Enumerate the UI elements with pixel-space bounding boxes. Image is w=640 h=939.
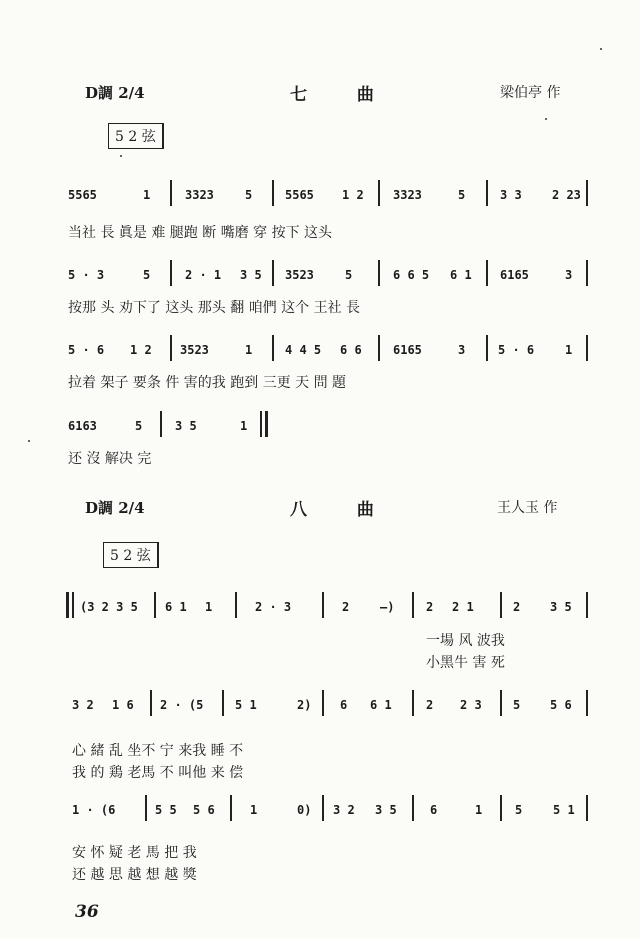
lyrics-verse1: 心 緒 乱 坐不 宁 来我 睡 不: [72, 743, 244, 759]
note-group: 5565: [285, 188, 314, 202]
bar-line: [322, 795, 324, 821]
note-group: 5 · 6: [68, 343, 105, 357]
lyrics-line: 拉着 架子 要条 件 害的我 跑到 三更 天 問 題: [68, 375, 347, 391]
print-speck: [28, 440, 30, 442]
bar-line: [170, 335, 172, 361]
note-group: 2: [342, 600, 350, 614]
bar-line: [170, 180, 172, 206]
note-group: 1 · (6: [72, 803, 116, 817]
bar-line: [322, 690, 324, 716]
note-group: 5: [513, 698, 521, 712]
note-group: 5: [143, 268, 151, 282]
bar-line: [412, 690, 414, 716]
lyrics-verse1: 安 怀 疑 老 馬 把 我: [72, 845, 197, 861]
note-group: 5 1: [235, 698, 257, 712]
note-group: 5: [135, 419, 143, 433]
section1-key-signature: D調 2/4: [85, 84, 145, 102]
bar-line: [586, 260, 588, 286]
lyrics-line: 按那 头 劝下了 这头 那头 翻 咱們 这个 王社 長: [68, 300, 361, 316]
bar-line: [160, 411, 162, 437]
note-group: 1 2: [342, 188, 364, 202]
note-group: 2 · 1: [185, 268, 222, 282]
section1-tuning-box: [108, 123, 164, 149]
bar-line: [500, 690, 502, 716]
note-group: 5 · 6: [498, 343, 535, 357]
note-group: 3523: [285, 268, 314, 282]
note-group: 3 5: [375, 803, 397, 817]
note-group: 2 1: [452, 600, 474, 614]
note-group: 3: [565, 268, 573, 282]
page-number: 36: [75, 902, 99, 922]
note-group: 6 1: [165, 600, 187, 614]
bar-line: [378, 260, 380, 286]
note-group: 6 1: [450, 268, 472, 282]
note-group: 2: [426, 600, 434, 614]
bar-line: [235, 592, 237, 618]
note-group: 2): [297, 698, 312, 712]
bar-line: [230, 795, 232, 821]
note-group: 6 6 5: [393, 268, 430, 282]
note-group: 3 3: [500, 188, 522, 202]
bar-line: [586, 180, 588, 206]
bar-line: [500, 592, 502, 618]
bar-line: [378, 335, 380, 361]
note-group: 2: [513, 600, 521, 614]
note-group: 3: [458, 343, 466, 357]
lyrics-verse2: 小黑牛 害 死: [426, 655, 505, 671]
bar-line: [486, 335, 488, 361]
note-group: 1: [565, 343, 573, 357]
note-group: 5 1: [553, 803, 575, 817]
note-group: 5565: [68, 188, 97, 202]
bar-line: [322, 592, 324, 618]
section1-author: 梁伯亭 作: [500, 85, 561, 101]
note-group: 2 · 3: [255, 600, 292, 614]
section2-tuning-label: 5 2 弦: [110, 548, 151, 564]
note-group: 1: [245, 343, 253, 357]
note-group: 5: [515, 803, 523, 817]
bar-line: [272, 260, 274, 286]
note-group: 3523: [180, 343, 209, 357]
print-speck: [600, 48, 602, 50]
lyrics-verse2: 我 的 鶏 老馬 不 叫他 来 偿: [72, 765, 244, 781]
bar-line: [154, 592, 156, 618]
lyrics-line: 还 沒 解决 完: [68, 451, 152, 467]
bar-line: [260, 411, 262, 437]
note-group: 5 · 3: [68, 268, 105, 282]
bar-line: [586, 795, 588, 821]
note-group: 5 6: [550, 698, 572, 712]
note-group: 3 5: [550, 600, 572, 614]
note-group: 3 5: [240, 268, 262, 282]
note-group: 1: [240, 419, 248, 433]
bar-line: [72, 592, 74, 618]
bar-line: [586, 335, 588, 361]
note-group: 1: [250, 803, 258, 817]
section2-key-signature: D調 2/4: [85, 499, 145, 517]
lyrics-verse1: 一場 风 波我: [426, 633, 505, 649]
note-group: 1: [143, 188, 151, 202]
note-group: 6165: [393, 343, 422, 357]
bar-line: [222, 690, 224, 716]
note-group: 1: [475, 803, 483, 817]
bar-line: [145, 795, 147, 821]
note-group: 5 6: [193, 803, 215, 817]
note-group: 3 2: [72, 698, 94, 712]
note-group: 2 · (5: [160, 698, 204, 712]
bar-line: [272, 180, 274, 206]
section2-author: 王人玉 作: [497, 500, 558, 516]
note-group: 5: [458, 188, 466, 202]
note-group: 1 2: [130, 343, 152, 357]
note-group: 2: [426, 698, 434, 712]
note-group: 6 1: [370, 698, 392, 712]
note-group: 6: [430, 803, 438, 817]
bar-line: [486, 260, 488, 286]
note-group: —): [380, 600, 395, 614]
section1-tuning-label: 5 2 弦: [115, 129, 156, 145]
bar-line: [586, 690, 588, 716]
section2-title: 八 曲: [290, 500, 396, 520]
section2-tuning-box: [103, 542, 159, 568]
bar-line: [412, 592, 414, 618]
note-group: 5: [345, 268, 353, 282]
bar-line: [412, 795, 414, 821]
note-group: 2 23: [552, 188, 581, 202]
bar-line: [150, 690, 152, 716]
repeat-bar-line: [66, 592, 69, 618]
note-group: 3 2: [333, 803, 355, 817]
note-group: 6165: [500, 268, 529, 282]
note-group: 5: [245, 188, 253, 202]
lyrics-verse2: 还 越 思 越 想 越 獎: [72, 867, 197, 883]
note-group: 1 6: [112, 698, 134, 712]
bar-line: [500, 795, 502, 821]
print-speck: [120, 155, 122, 157]
note-group: (3 2 3 5: [80, 600, 138, 614]
note-group: 5 5: [155, 803, 177, 817]
final-bar-line: [265, 411, 268, 437]
note-group: 0): [297, 803, 312, 817]
note-group: 1: [205, 600, 213, 614]
section1-title: 七 曲: [290, 85, 396, 105]
note-group: 6163: [68, 419, 97, 433]
note-group: 6: [340, 698, 348, 712]
bar-line: [378, 180, 380, 206]
note-group: 3323: [393, 188, 422, 202]
bar-line: [586, 592, 588, 618]
note-group: 6 6: [340, 343, 362, 357]
note-group: 4 4 5: [285, 343, 322, 357]
bar-line: [486, 180, 488, 206]
note-group: 2 3: [460, 698, 482, 712]
note-group: 3 5: [175, 419, 197, 433]
lyrics-line: 当社 長 眞是 难 腿跑 断 嘴磨 穿 按下 这头: [68, 225, 333, 241]
print-speck: [545, 118, 547, 120]
note-group: 3323: [185, 188, 214, 202]
bar-line: [272, 335, 274, 361]
bar-line: [170, 260, 172, 286]
